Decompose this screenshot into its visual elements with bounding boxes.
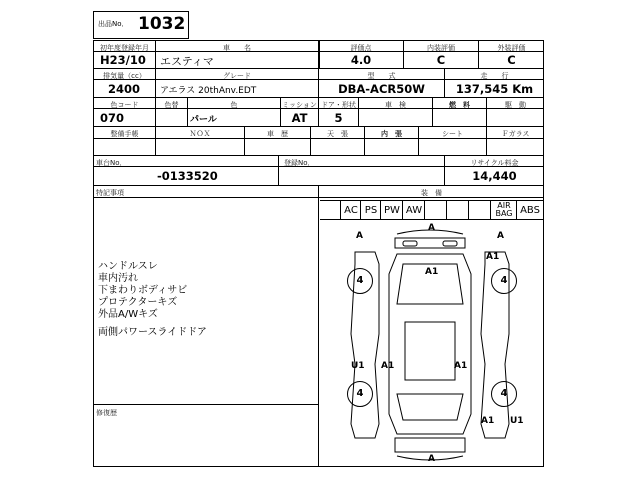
tire-front-left: 4 — [347, 268, 373, 294]
displacement-label: 排気量（cc） — [103, 72, 146, 80]
seat-label: シート — [442, 130, 463, 138]
color-value: パール — [190, 115, 217, 125]
exterior-label: 外装評価 — [497, 44, 526, 52]
tire-rear-right: 4 — [491, 381, 517, 407]
grade-label: グレード — [223, 72, 251, 80]
remark-line: 外品A/Wキズ — [98, 309, 158, 320]
mileage-value: 137,545 Km — [455, 82, 534, 96]
chassis-label: 車台No． — [96, 159, 127, 167]
equipment-pw: PW — [384, 205, 400, 216]
drive-label: 駆 動 — [505, 101, 526, 109]
doors-label: ドア・形状 — [321, 101, 356, 109]
damage-rear-right-a1: A1 — [481, 416, 495, 426]
lot-box — [93, 11, 189, 39]
remark-extra: 両側パワースライドドア — [98, 327, 207, 338]
color-label: 色 — [230, 101, 238, 109]
history-label: 車 歴 — [267, 130, 288, 138]
remarks-label: 特記事項 — [96, 189, 124, 197]
car-name-value: エスティマ — [160, 55, 214, 68]
remark-line: 車内汚れ — [98, 273, 138, 284]
damage-rear-right-u1: U1 — [510, 416, 524, 426]
interior-label: 内装評価 — [427, 44, 455, 52]
equipment-abs: ABS — [520, 205, 540, 216]
interior-value: C — [436, 53, 446, 67]
equipment-aw: AW — [405, 205, 423, 216]
color-change-label: 色替 — [164, 101, 179, 109]
doors-value: 5 — [334, 111, 343, 125]
interior-trim-label: 内 張 — [381, 130, 402, 138]
damage-left-u1: U1 — [351, 361, 365, 371]
score-label: 評価点 — [350, 44, 372, 52]
transmission-label: ミッション — [282, 101, 317, 109]
tire-front-right: 4 — [491, 268, 517, 294]
repair-history-label: 修復歴 — [96, 409, 117, 417]
grade-value: アエラス 20thAnv.EDT — [160, 86, 257, 96]
exterior-value: C — [507, 53, 516, 67]
damage-right-a1: A1 — [454, 361, 468, 371]
damage-front-left: A — [356, 231, 363, 241]
damage-rear-center: A — [428, 454, 435, 464]
displacement-value: 2400 — [108, 82, 141, 96]
remark-line: ハンドルスレ — [98, 261, 158, 272]
damage-front-right-a1: A1 — [486, 252, 500, 262]
tire-rear-left: 4 — [347, 381, 373, 407]
lot-number: 1032 — [138, 14, 186, 34]
recycle-value: 14,440 — [472, 169, 517, 183]
service-book-label: 整備手帳 — [110, 130, 139, 138]
transmission-value: AT — [291, 111, 308, 125]
damage-left-a1: A1 — [381, 361, 395, 371]
score-value: 4.0 — [350, 53, 372, 67]
equipment-airbag: AIR BAG — [495, 201, 513, 218]
reg-date-label: 初年度登録年月 — [100, 44, 149, 52]
damage-hood: A1 — [425, 267, 439, 277]
color-code-label: 色コード — [110, 101, 139, 109]
color-code-value: 070 — [100, 111, 125, 125]
front-glass-label: Ｆガラス — [501, 130, 530, 138]
registration-label: 登録No． — [284, 159, 315, 167]
mileage-label: 走 行 — [480, 72, 509, 80]
fuel-label: 燃 料 — [449, 101, 470, 109]
chassis-value: -0133520 — [157, 169, 218, 183]
remark-line: 下まわりボディサビ — [98, 285, 188, 296]
car-diagram — [325, 224, 535, 464]
model-value: DBA-ACR50W — [338, 82, 425, 96]
damage-front-right: A — [497, 231, 504, 241]
lot-label: 出品No． — [98, 20, 129, 28]
nox-label: ＮＯＸ — [189, 130, 211, 138]
reg-date-value: H23/10 — [100, 53, 146, 67]
car-name-label: 車 名 — [223, 44, 251, 52]
damage-front-center: A — [428, 223, 435, 233]
equipment-ps: PS — [364, 205, 378, 216]
inspection-label: 車 検 — [385, 101, 406, 109]
remark-line: プロテクターキズ — [98, 297, 178, 308]
recycle-label: リサイクル料金 — [470, 159, 519, 167]
equipment-ac: AC — [344, 205, 358, 216]
roof-lining-label: 天 張 — [327, 130, 348, 138]
model-label: 型 式 — [367, 72, 396, 80]
equipment-label: 装 備 — [421, 189, 442, 197]
